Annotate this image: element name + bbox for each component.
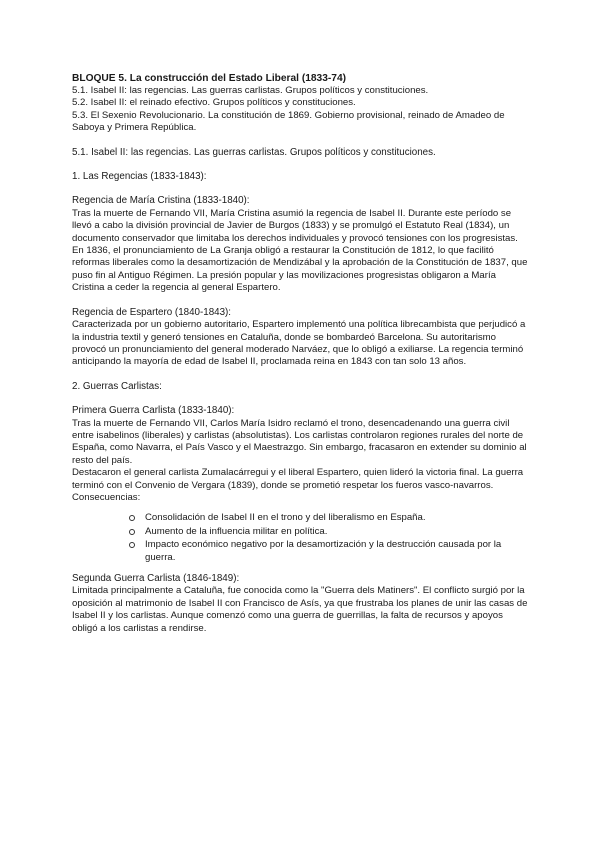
primera-guerra-paragraph-2: Destacaron el general carlista Zumalacárregui y el liberal Espartero, quien lideró la victoria final. La guerra terminó con el Convenio de Vergara (1839), donde se prometió respetar los fueros vasco-navarros. [72, 467, 524, 491]
cristina-paragraph-1: Tras la muerte de Fernando VII, María Cristina asumió la regencia de Isabel II. Durante este período se llevó a cabo la división provincial de Javier de Burgos (1833) y se promulgó el Estatuto Real (1834), un documento conservador que limitaba los derechos individuales y provocó tensiones con los progresistas. [72, 207, 518, 244]
segunda-guerra-paragraph: Limitada principalmente a Cataluña, fue conocida como la "Guerra dels Matiners". El conflicto surgió por la oposición al matrimonio de Isabel II con Francisco de Asís, ya que frustraba los planes de unir las casas de Isabel II y los carlistas. Aunque comenzó como una guerra de guerrillas, la falta de recursos y apoyos obligó a los carlistas a rendirse. [72, 585, 528, 634]
espartero-paragraph: Caracterizada por un gobierno autoritario, Espartero implementó una política librecambista que perjudicó a la industria textil y generó tensiones en Cataluña, donde se bombardeó Barcelona. Su autoritarismo provocó un pronunciamiento del general moderado Narváez, que lo obligó a exiliarse. La regencia terminó anticipando la mayoría de edad de Isabel II, proclamada reina en 1843 con tan solo 13 años. [72, 319, 526, 368]
list-item [129, 512, 528, 524]
list-item-text: Aumento de la influencia militar en política. [145, 525, 328, 537]
primera-guerra-paragraph-1: Tras la muerte de Fernando VII, Carlos María Isidro reclamó el trono, desencadenando una guerra civil entre isabelinos (liberales) y carlistas (absolutistas). Los carlistas controlaron regiones rurales del norte de España, como Navarra, el País Vasco y el Maestrazgo. Sin embargo, fracasaron en extender su dominio al resto del país. [72, 417, 527, 466]
list-item [129, 526, 528, 538]
espartero-heading: Regencia de Espartero (1840-1843): [72, 306, 232, 318]
index-item: 5.1. Isabel II: las regencias. Las guerras carlistas. Grupos políticos y constituciones. [72, 85, 429, 96]
index-item: 5.2. Isabel II: el reinado efectivo. Grupos políticos y constituciones. [72, 97, 356, 109]
index-item: 5.3. El Sexenio Revolucionario. La constitución de 1869. Gobierno provisional, reinado de Amadeo de Saboya y Primera República. [72, 109, 505, 134]
segunda-guerra-heading: Segunda Guerra Carlista (1846-1849): [72, 573, 240, 584]
list-item-text: Impacto económico negativo por la desamortización y la destrucción causada por la guerra. [145, 539, 502, 563]
cristina-paragraph-2: En 1836, el pronunciamiento de La Granja obligó a restaurar la Constitución de 1812, lo que facilitó reformas liberales como la desamortización de Mendizábal y la aprobación de la Constitución de 1837, que puso fin al Antiguo Régimen. La presión popular y las movilizaciones progresistas obligaron a María Cristina a ceder la regencia al general Espartero. [72, 245, 528, 294]
document-title: BLOQUE 5. La construcción del Estado Liberal (1833-74) [72, 73, 347, 84]
cristina-heading: Regencia de María Cristina (1833-1840): [72, 195, 250, 207]
guerras-heading: 2. Guerras Carlistas: [72, 380, 162, 392]
document-content [72, 72, 528, 635]
section-title: 5.1. Isabel II: las regencias. Las guerras carlistas. Grupos políticos y constituciones. [72, 146, 436, 158]
list-item-text: Consolidación de Isabel II en el trono y del liberalismo en España. [145, 512, 426, 524]
index-list [72, 85, 528, 135]
regencias-heading: 1. Las Regencias (1833-1843): [72, 171, 207, 183]
primera-guerra-heading: Primera Guerra Carlista (1833-1840): [72, 405, 235, 417]
list-item [129, 539, 528, 564]
consequences-label: Consecuencias: [72, 491, 141, 503]
consequences-list [72, 512, 528, 564]
